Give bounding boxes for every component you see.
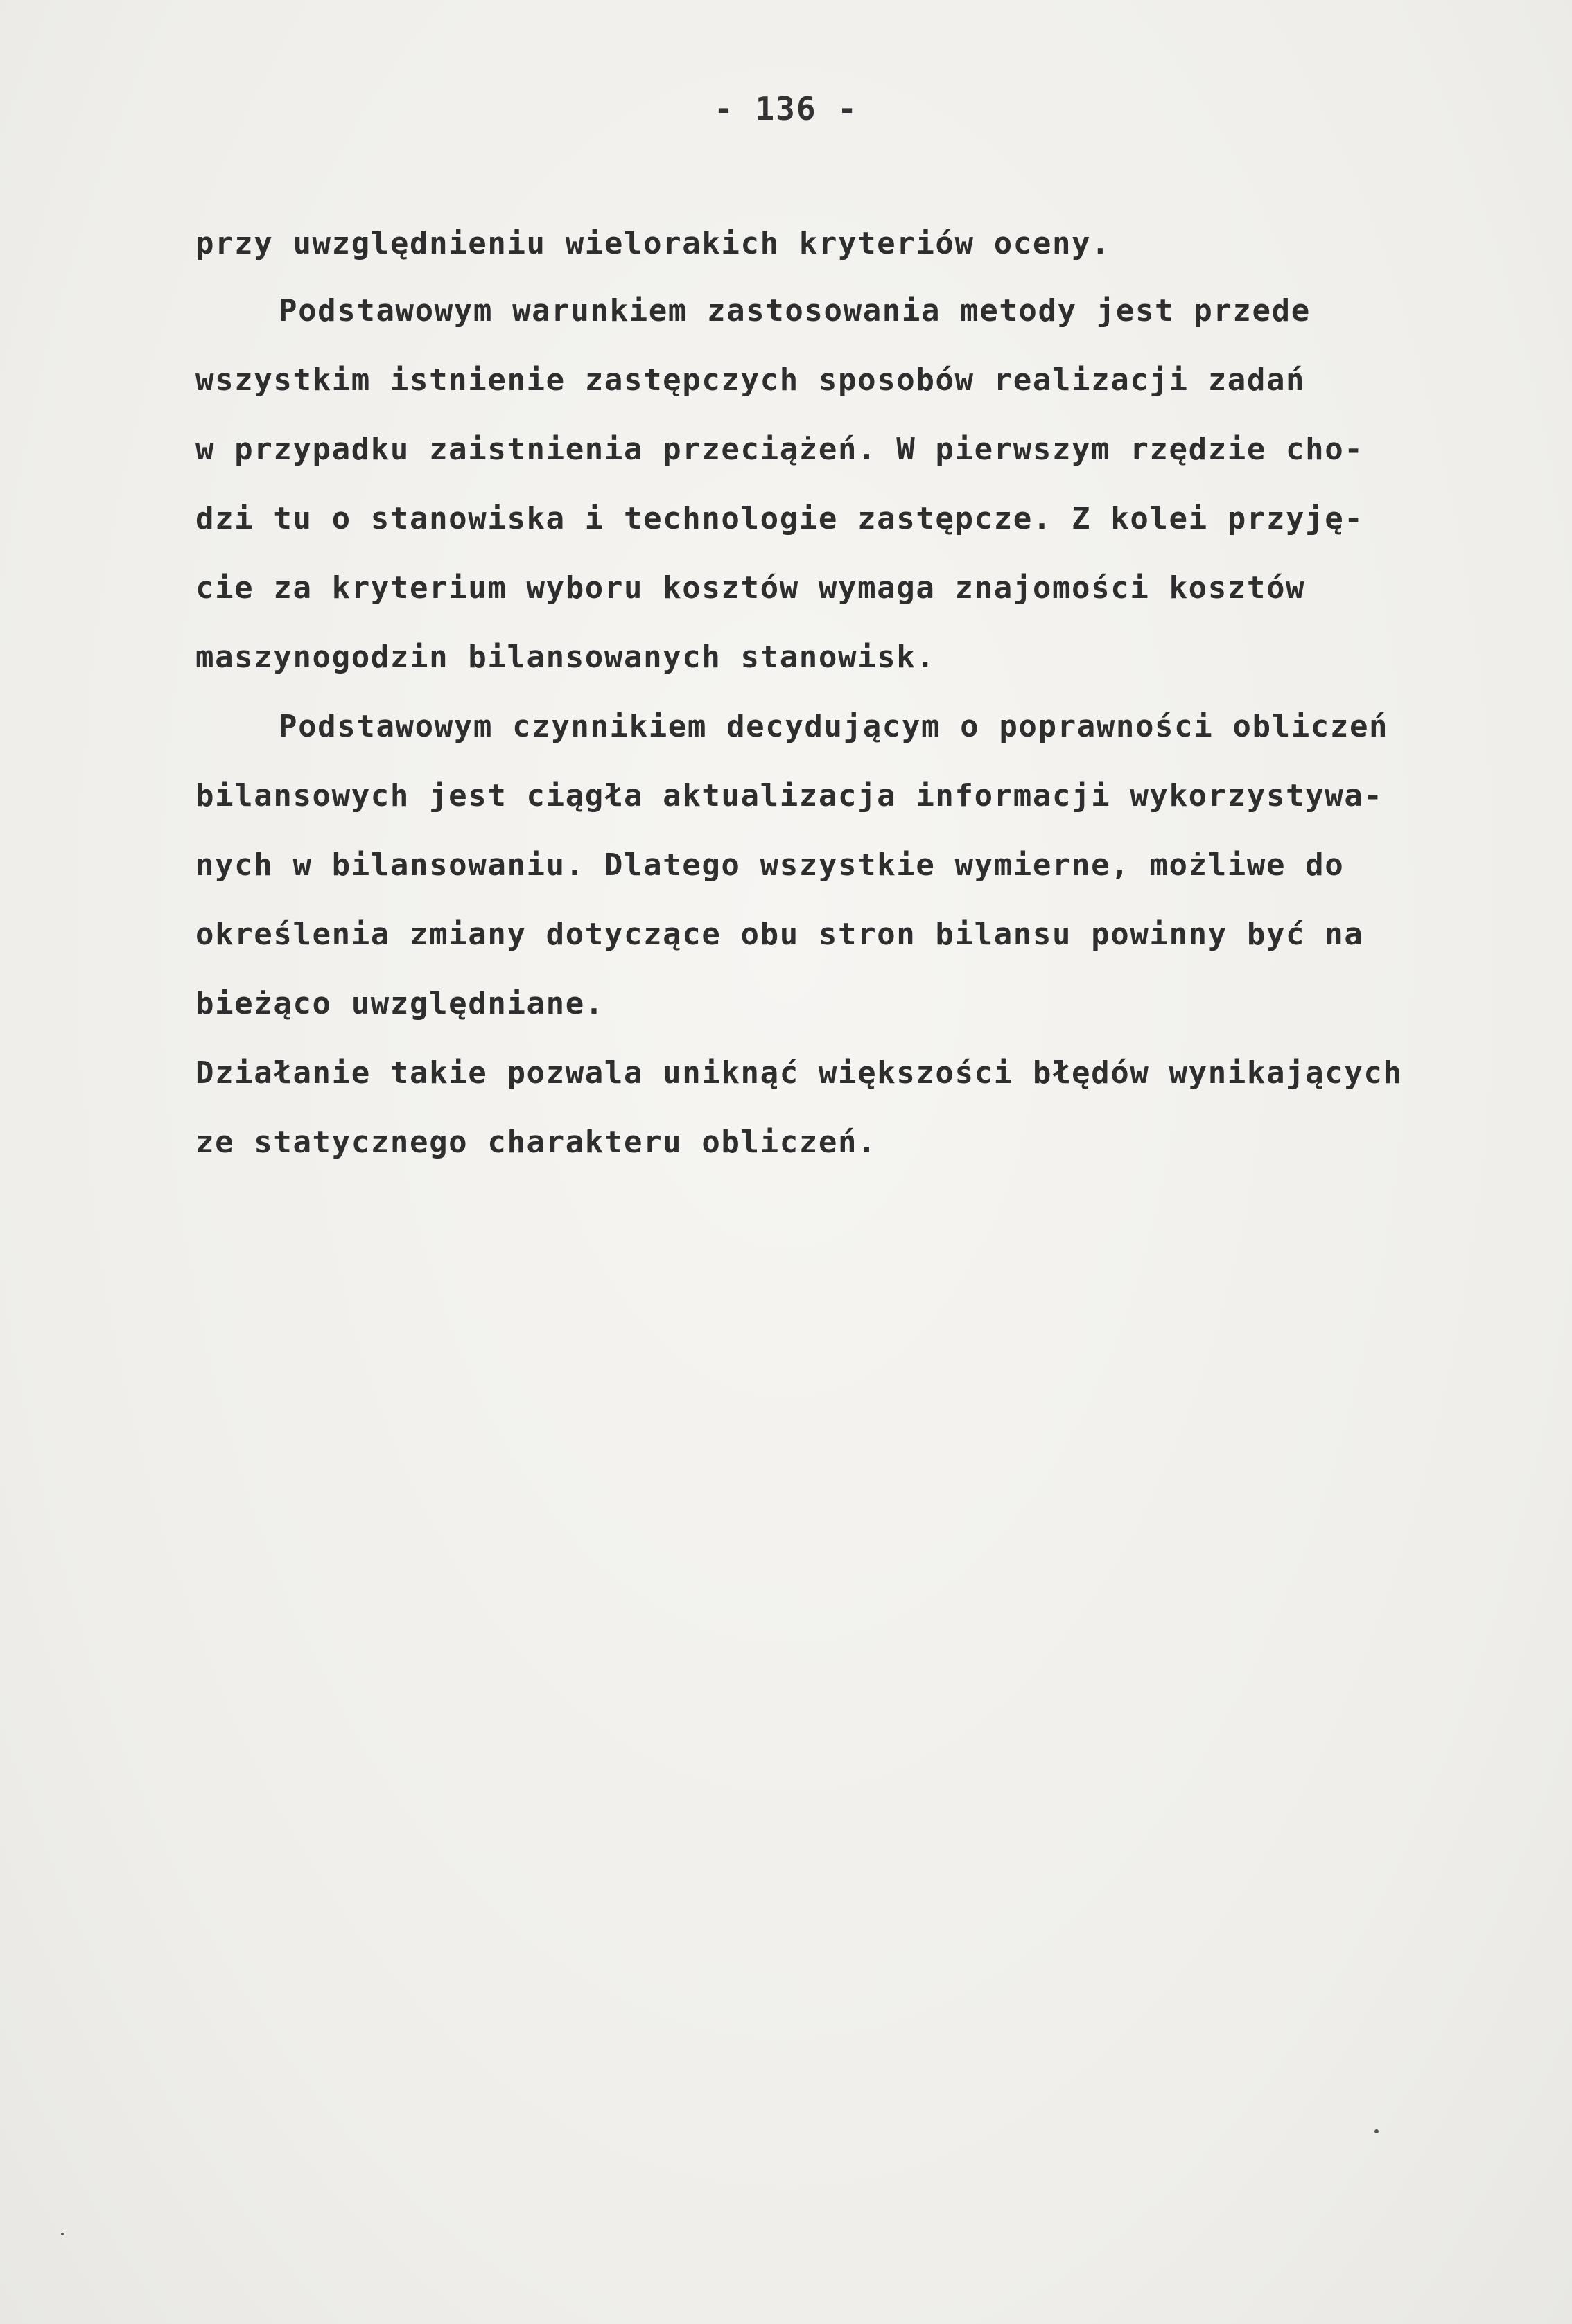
text-line: przy uwzględnieniu wielorakich kryteriów oceny. (195, 226, 1111, 261)
text-line: maszynogodzin bilansowanych stanowisk. (195, 640, 936, 675)
scan-speck (1374, 2129, 1379, 2133)
text-line: Działanie takie pozwala uniknąć większości błędów wynikających (195, 1055, 1403, 1091)
text-line: dzi tu o stanowiska i technologie zastępcze. Z kolei przyję- (195, 501, 1364, 536)
text-line: Podstawowym czynnikiem decydującym o poprawności obliczeń (279, 709, 1389, 744)
text-line: bilansowych jest ciągła aktualizacja informacji wykorzystywa- (195, 778, 1383, 813)
scan-speck (61, 2233, 64, 2235)
page-number: - 136 - (714, 90, 858, 127)
text-line: bieżąco uwzględniane. (195, 986, 604, 1021)
text-line: Podstawowym warunkiem zastosowania metody jest przede (279, 293, 1311, 328)
text-line: wszystkim istnienie zastępczych sposobów realizacji zadań (195, 362, 1306, 398)
text-line: w przypadku zaistnienia przeciążeń. W pierwszym rzędzie cho- (195, 432, 1364, 467)
text-line: ze statycznego charakteru obliczeń. (195, 1125, 877, 1160)
text-line: określenia zmiany dotyczące obu stron bilansu powinny być na (195, 917, 1364, 952)
text-line: cie za kryterium wyboru kosztów wymaga znajomości kosztów (195, 570, 1306, 606)
text-line: nych w bilansowaniu. Dlatego wszystkie wymierne, możliwe do (195, 847, 1345, 883)
